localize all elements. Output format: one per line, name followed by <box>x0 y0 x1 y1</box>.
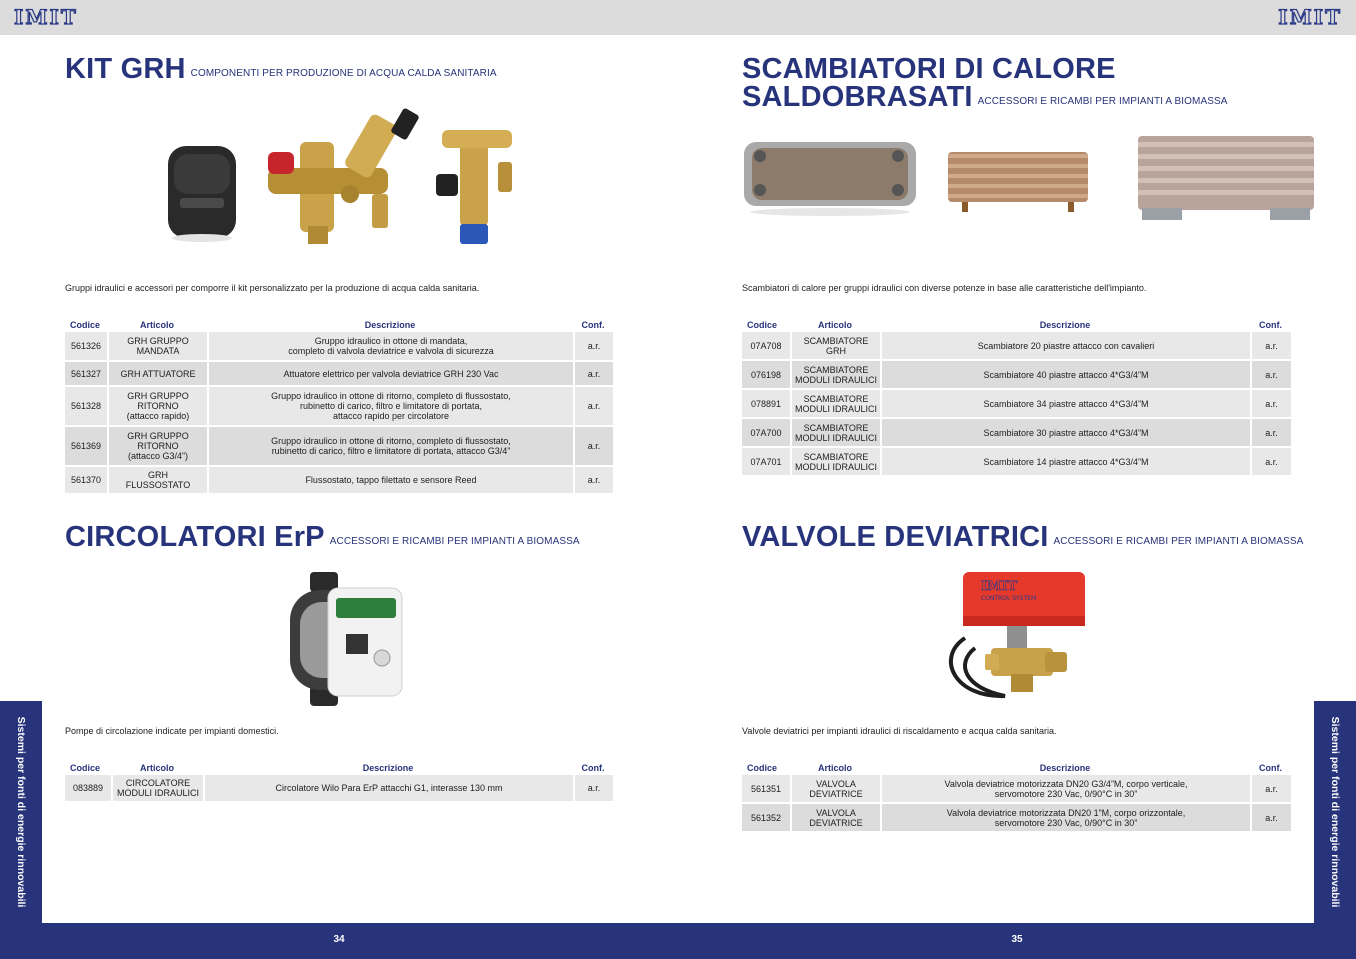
diverter-valve-image <box>945 568 1090 710</box>
imit-logo-right: IMIT <box>1278 5 1342 29</box>
description-cell: Scambiatore 40 piastre attacco 4*G3/4”M <box>880 361 1250 390</box>
code-cell: 07A701 <box>742 448 790 477</box>
side-tab-right <box>1314 701 1356 923</box>
conf-cell: a.r. <box>573 775 613 803</box>
column-header-code: Codice <box>747 320 778 330</box>
scambiatori-title-line2: SALDOBRASATI <box>742 81 973 113</box>
conf-cell: a.r. <box>1250 419 1291 448</box>
circolatori-description: Pompe di circolazione indicate per impianti domestici. <box>65 726 279 736</box>
description-cell: Gruppo idraulico in ottone di ritorno, completo di flussostato, rubinetto di carico, filtro e limitatore di portata, attacco G3/4” <box>207 427 573 467</box>
table-row <box>742 419 1291 448</box>
description-cell: Gruppo idraulico in ottone di mandata, completo di valvola deviatrice e valvola di sicurezza <box>207 332 573 362</box>
table-row <box>65 387 613 427</box>
article-cell: SCAMBIATORE GRH <box>790 332 880 361</box>
code-cell: 561328 <box>65 387 107 427</box>
kit-grh-heading <box>65 55 497 88</box>
conf-cell: a.r. <box>1250 361 1291 390</box>
table-row <box>742 804 1291 833</box>
table-row <box>65 362 613 387</box>
conf-cell: a.r. <box>1250 448 1291 477</box>
brass-valve-image <box>436 130 512 244</box>
circolatori-table <box>65 759 613 803</box>
description-cell: Scambiatore 14 piastre attacco 4*G3/4”M <box>880 448 1250 477</box>
code-cell: 561351 <box>742 775 790 804</box>
conf-cell: a.r. <box>1250 804 1291 833</box>
article-cell: GRH ATTUATORE <box>107 362 207 387</box>
code-cell: 561370 <box>65 467 107 495</box>
code-cell: 083889 <box>65 775 111 803</box>
valve-label-brand: IMIT <box>981 579 1018 594</box>
description-cell: Scambiatore 34 piastre attacco 4*G3/4”M <box>880 390 1250 419</box>
table-row <box>65 467 613 495</box>
actuator-image <box>168 146 236 242</box>
table-row <box>742 390 1291 419</box>
article-cell: SCAMBIATORE MODULI IDRAULICI <box>790 448 880 477</box>
article-cell: CIRCOLATORE MODULI IDRAULICI <box>111 775 203 803</box>
circolatori-title: CIRCOLATORI ErP <box>65 521 325 553</box>
column-header-article: Articolo <box>139 320 174 330</box>
article-cell: GRH GRUPPO RITORNO (attacco G3/4”) <box>107 427 207 467</box>
column-header-code: Codice <box>70 763 101 773</box>
article-cell: SCAMBIATORE MODULI IDRAULICI <box>790 390 880 419</box>
conf-cell: a.r. <box>573 427 613 467</box>
column-header-code: Codice <box>70 320 101 330</box>
description-cell: Gruppo idraulico in ottone di ritorno, completo di flussostato, rubinetto di carico, filtro e limitatore di portata, attacco rapido per circolatore <box>207 387 573 427</box>
circolatori-heading <box>65 523 580 556</box>
heat-exchanger-small <box>744 142 916 216</box>
scambiatori-description: Scambiatori di calore per gruppi idraulici con diverse potenze in base alle caratteristiche dell'impianto. <box>742 283 1147 293</box>
column-header-description: Descrizione <box>362 763 414 773</box>
table-row <box>742 448 1291 477</box>
circulator-pump-image <box>270 568 410 710</box>
code-cell: 078891 <box>742 390 790 419</box>
code-cell: 07A700 <box>742 419 790 448</box>
table-row <box>742 775 1291 804</box>
table-row <box>65 775 613 803</box>
code-cell: 561327 <box>65 362 107 387</box>
conf-cell: a.r. <box>573 387 613 427</box>
description-cell: Valvola deviatrice motorizzata DN20 G3/4”M, corpo verticale, servomotore 230 Vac, 0/90°C in 30” <box>880 775 1250 804</box>
article-cell: SCAMBIATORE MODULI IDRAULICI <box>790 419 880 448</box>
table-row <box>742 332 1291 361</box>
header-bar <box>0 0 1356 35</box>
description-cell: Scambiatore 30 piastre attacco 4*G3/4”M <box>880 419 1250 448</box>
column-header-description: Descrizione <box>1039 763 1091 773</box>
scambiatori-title-line1: SCAMBIATORI DI CALORE <box>742 53 1116 85</box>
scambiatori-table <box>742 316 1291 477</box>
code-cell: 561369 <box>65 427 107 467</box>
code-cell: 076198 <box>742 361 790 390</box>
column-header-conf: Conf. <box>1259 320 1282 330</box>
kit-grh-title: KIT GRH <box>65 53 186 85</box>
imit-logo-left: IMIT <box>14 5 78 29</box>
side-tab-text: Sistemi per fonti di energie rinnovabili <box>15 716 27 908</box>
column-header-conf: Conf. <box>581 320 605 330</box>
footer-bar <box>0 923 1356 959</box>
code-cell: 561326 <box>65 332 107 362</box>
valvole-table <box>742 759 1291 833</box>
valve-label-sub: CONTROL SYSTEM <box>981 595 1037 602</box>
column-header-article: Articolo <box>817 320 852 330</box>
kit-grh-table <box>65 316 613 495</box>
column-header-conf: Conf. <box>1259 763 1282 773</box>
code-cell: 07A708 <box>742 332 790 361</box>
column-header-conf: Conf. <box>581 763 605 773</box>
conf-cell: a.r. <box>573 467 613 495</box>
table-row <box>65 332 613 362</box>
conf-cell: a.r. <box>573 332 613 362</box>
table-row <box>65 427 613 467</box>
article-cell: GRH GRUPPO MANDATA <box>107 332 207 362</box>
conf-cell: a.r. <box>1250 775 1291 804</box>
kit-grh-description: Gruppi idraulici e accessori per comporre il kit personalizzato per la produzione di acqua calda sanitaria. <box>65 283 480 293</box>
valvole-subtitle: ACCESSORI E RICAMBI PER IMPIANTI A BIOMASSA <box>1053 536 1304 547</box>
scambiatori-heading <box>742 55 1228 116</box>
heat-exchanger-large <box>1138 136 1314 220</box>
brass-manifold-image <box>268 107 420 244</box>
column-header-code: Codice <box>747 763 778 773</box>
conf-cell: a.r. <box>573 362 613 387</box>
description-cell: Scambiatore 20 piastre attacco con cavalieri <box>880 332 1250 361</box>
column-header-description: Descrizione <box>364 320 416 330</box>
description-cell: Circolatore Wilo Para ErP attacchi G1, interasse 130 mm <box>203 775 573 803</box>
conf-cell: a.r. <box>1250 390 1291 419</box>
valvole-heading <box>742 523 1303 556</box>
column-header-article: Articolo <box>139 763 174 773</box>
article-cell: GRH FLUSSOSTATO <box>107 467 207 495</box>
side-tab-left <box>0 701 42 923</box>
article-cell: GRH GRUPPO RITORNO (attacco rapido) <box>107 387 207 427</box>
description-cell: Valvola deviatrice motorizzata DN20 1”M, corpo orizzontale, servomotore 230 Vac, 0/90°C in 30” <box>880 804 1250 833</box>
description-cell: Attuatore elettrico per valvola deviatrice GRH 230 Vac <box>207 362 573 387</box>
table-row <box>742 361 1291 390</box>
heat-exchangers-image <box>742 130 1322 226</box>
page-number-left: 34 <box>333 934 345 945</box>
description-cell: Flussostato, tappo filettato e sensore Reed <box>207 467 573 495</box>
column-header-description: Descrizione <box>1039 320 1091 330</box>
circolatori-subtitle: ACCESSORI E RICAMBI PER IMPIANTI A BIOMASSA <box>329 536 580 547</box>
code-cell: 561352 <box>742 804 790 833</box>
conf-cell: a.r. <box>1250 332 1291 361</box>
kit-grh-subtitle: COMPONENTI PER PRODUZIONE DI ACQUA CALDA SANITARIA <box>190 68 497 79</box>
article-cell: VALVOLA DEVIATRICE <box>790 804 880 833</box>
article-cell: SCAMBIATORE MODULI IDRAULICI <box>790 361 880 390</box>
page-number-right: 35 <box>1011 934 1023 945</box>
article-cell: VALVOLA DEVIATRICE <box>790 775 880 804</box>
side-tab-text: Sistemi per fonti di energie rinnovabili <box>1329 716 1341 908</box>
valvole-description: Valvole deviatrici per impianti idraulici di riscaldamento e acqua calda sanitaria. <box>742 726 1057 736</box>
valvole-title: VALVOLE DEVIATRICI <box>742 521 1049 553</box>
scambiatori-subtitle: ACCESSORI E RICAMBI PER IMPIANTI A BIOMASSA <box>977 96 1228 107</box>
heat-exchanger-medium <box>948 152 1088 212</box>
column-header-article: Articolo <box>817 763 852 773</box>
kit-grh-product-image <box>160 102 530 262</box>
